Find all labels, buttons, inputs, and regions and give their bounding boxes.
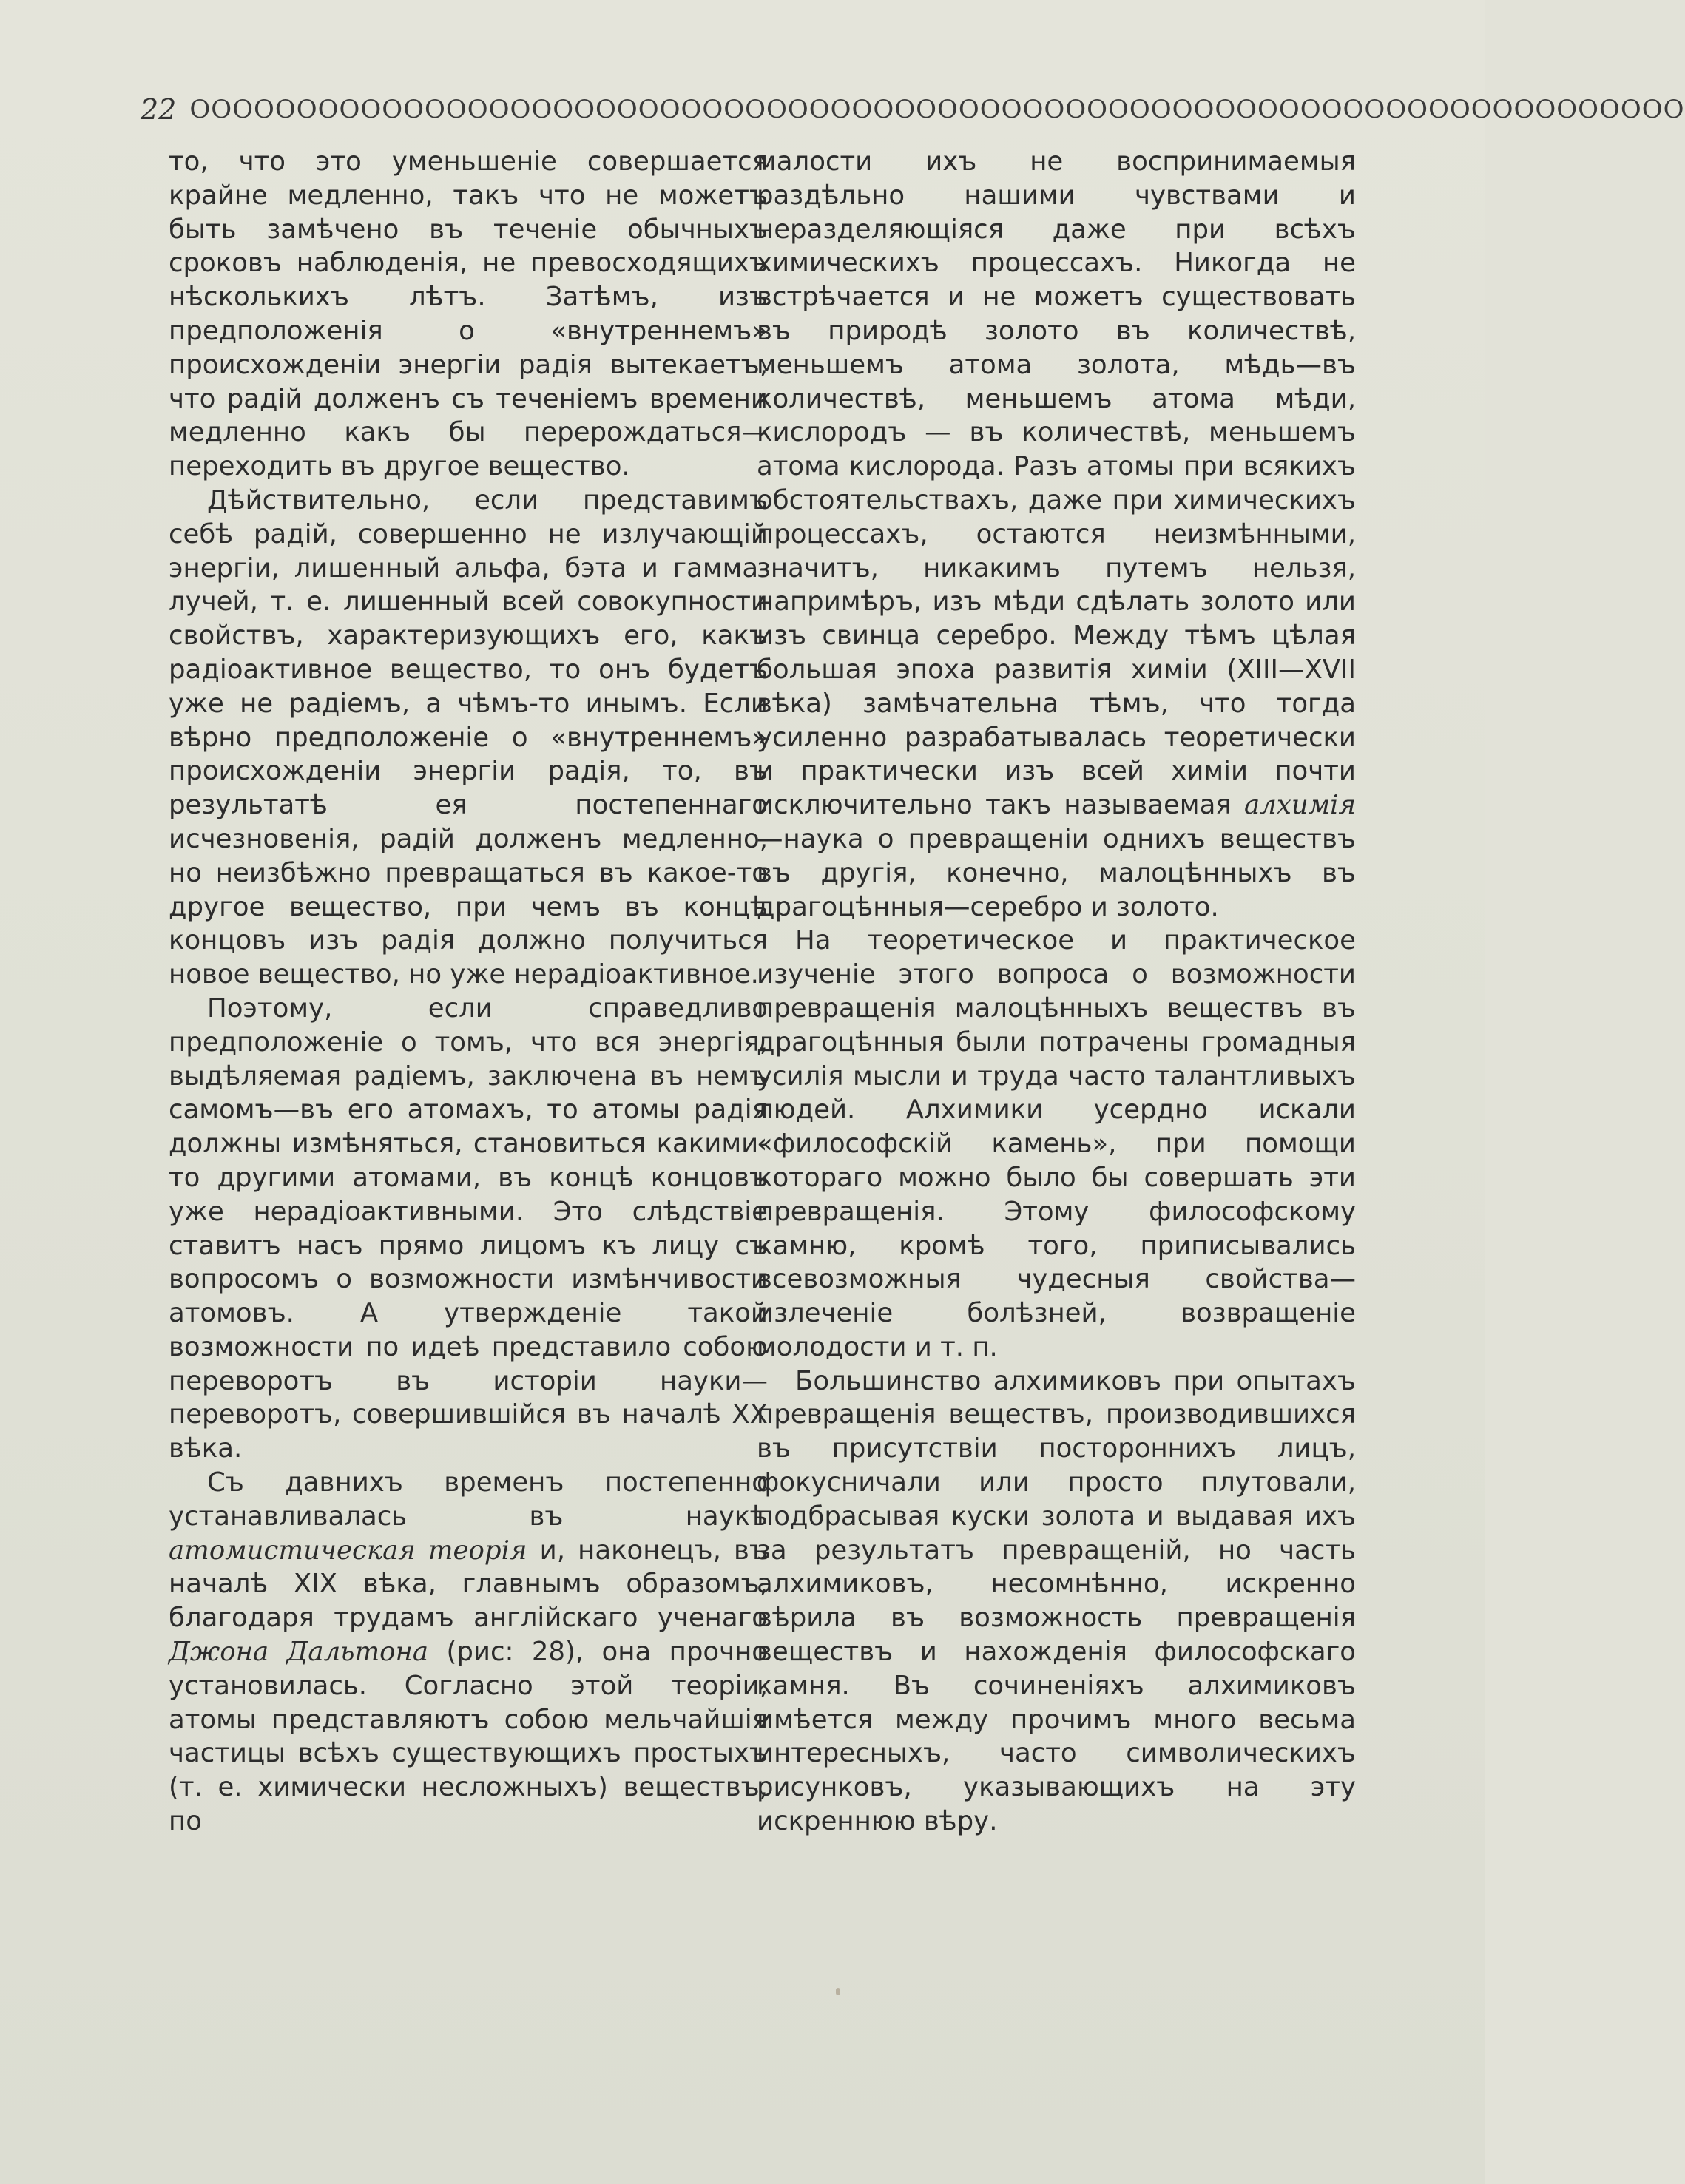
text-run: (рис: 28), она прочно установилась. Согласно этой теоріи, атомы представляютъ собою мельчайшія частицы всѣхъ существующихъ простыхъ (т. е. химически несложныхъ) веществъ, по [169,1637,768,1837]
paragraph-philosophers-stone: На теоретическое и практическое изученіе этого вопроса о возможности превращенія малоцѣнныхъ веществъ въ драгоцѣнныя были потрачены громадныя усилія мысли и труда часто талантливыхъ людей. Алхимики усердно искали «философскій камень», при помощи котораго можно было бы совершать эти превращенія. Этому философскому камню, кромѣ того, приписывались всевозможныя чудесныя свойства—излеченіе болѣзней, возвращеніе молодости и т. п. [757,925,1356,1362]
text-run: —наука о превращеніи однихъ веществъ въ другія, конечно, малоцѣнныхъ въ драгоцѣнныя—серебро и золото. [757,823,1356,922]
italic-term-atomic-theory: атомистическая теорія [169,1535,527,1566]
paragraph-alchemists: Большинство алхимиковъ при опытахъ превращенія веществъ, производившихся въ присутствіи постороннихъ лицъ, фокусничали или просто плутовали, подбрасывая куски золота и выдавая ихъ за результатъ превращеній, но часть алхимиковъ, несомнѣнно, искренно вѣрила въ возможность превращенія веществъ и нахожденія философскаго камня. Въ сочиненіяхъ алхимиковъ имѣется между прочимъ много весьма интересныхъ, часто символическихъ рисунковъ, указывающихъ на эту искреннюю вѣру. [757,1365,1356,1837]
paragraph-atom-variability: Поэтому, если справедливо предположеніе о томъ, что вся энергія, выдѣляемая радіемъ, заключена въ немъ самомъ—въ его атомахъ, то атомы радія должны измѣняться, становиться какими-то другими атомами, въ концѣ концовъ уже нерадіоактивными. Это слѣдствіе ставитъ насъ прямо лицомъ къ лицу съ вопросомъ о возможности измѣнчивости атомовъ. А утвержденіе такой возможности по идеѣ представило собою переворотъ въ исторіи науки—переворотъ, совершившійся въ началѣ XX вѣка. [169,993,768,1464]
right-text-column [757,145,1356,1839]
page-header [141,87,1685,132]
paragraph-radium-hypothesis: Дѣйствительно, если представимъ себѣ радій, совершенно не излучающій энергіи, лишенный альфа, бэта и гамма-лучей, т. е. лишенный всей совокупности свойствъ, характеризующихъ его, какъ радіоактивное вещество, то онъ будетъ уже не радіемъ, а чѣмъ-то инымъ. Если вѣрно предположеніе о «внутреннемъ» происхожденіи энергіи радія, то, въ результатѣ ея постепеннаго исчезновенія, радій долженъ медленно, но неизбѣжно превращаться въ какое-то другое вещество, при чемъ въ концѣ концовъ изъ радія должно получиться новое вещество, но уже нерадіоактивное. [169,484,768,990]
text-run: Съ давнихъ временъ постепенно устанавливалась въ наукѣ [169,1467,768,1532]
text-run: и, наконецъ, въ началѣ XIX вѣка, главнымъ образомъ, благодаря трудамъ англійскаго ученаго [169,1535,768,1634]
text-run: малости ихъ не воспринимаемыя раздѣльно нашими чувствами и неразделяющіяся даже при всѣхъ химическихъ процессахъ. Никогда не встрѣчается и не можетъ существовать въ природѣ золото въ количествѣ, меньшемъ атома золота, мѣдь—въ количествѣ, меньшемъ атома мѣди, кислородъ — въ количествѣ, меньшемъ атома кислорода. Разъ атомы при всякихъ обстоятельствахъ, даже при химическихъ процессахъ, остаются неизмѣнными, значитъ, никакимъ путемъ нельзя, напримѣръ, изъ мѣди сдѣлать золото или изъ свинца серебро. Между тѣмъ цѣлая большая эпоха развитія химіи (XIII—XVII вѣка) замѣчательна тѣмъ, что тогда усиленно разрабатывалась теоретически и практически изъ всей химіи почти исключительно такъ называемая [757,146,1356,821]
page-number: 22 [141,93,177,126]
paragraph-atomic-theory [169,1466,768,1839]
paragraph-atoms-indivisible [757,145,1356,924]
italic-term-alchemy: алхимія [1244,790,1356,821]
italic-name-dalton: Джона Дальтона [169,1637,429,1668]
paper-speck [836,1988,840,1995]
paragraph-continuation: то, что это уменьшеніе совершается крайне медленно, такъ что не можетъ быть замѣчено въ теченіе обычныхъ сроковъ наблюденія, не превосходящихъ нѣсколькихъ лѣтъ. Затѣмъ, изъ предположенія о «внутреннемъ» происхожденіи энергіи радія вытекаетъ, что радій долженъ съ теченіемъ времени медленно какъ бы перерождаться—переходить въ другое вещество. [169,146,768,482]
left-text-column [169,145,768,1839]
header-ornament-border: ОООООООООООООООООООООООООООООООООООООООООООООООООООООООООООООООООООООО [189,95,1685,124]
